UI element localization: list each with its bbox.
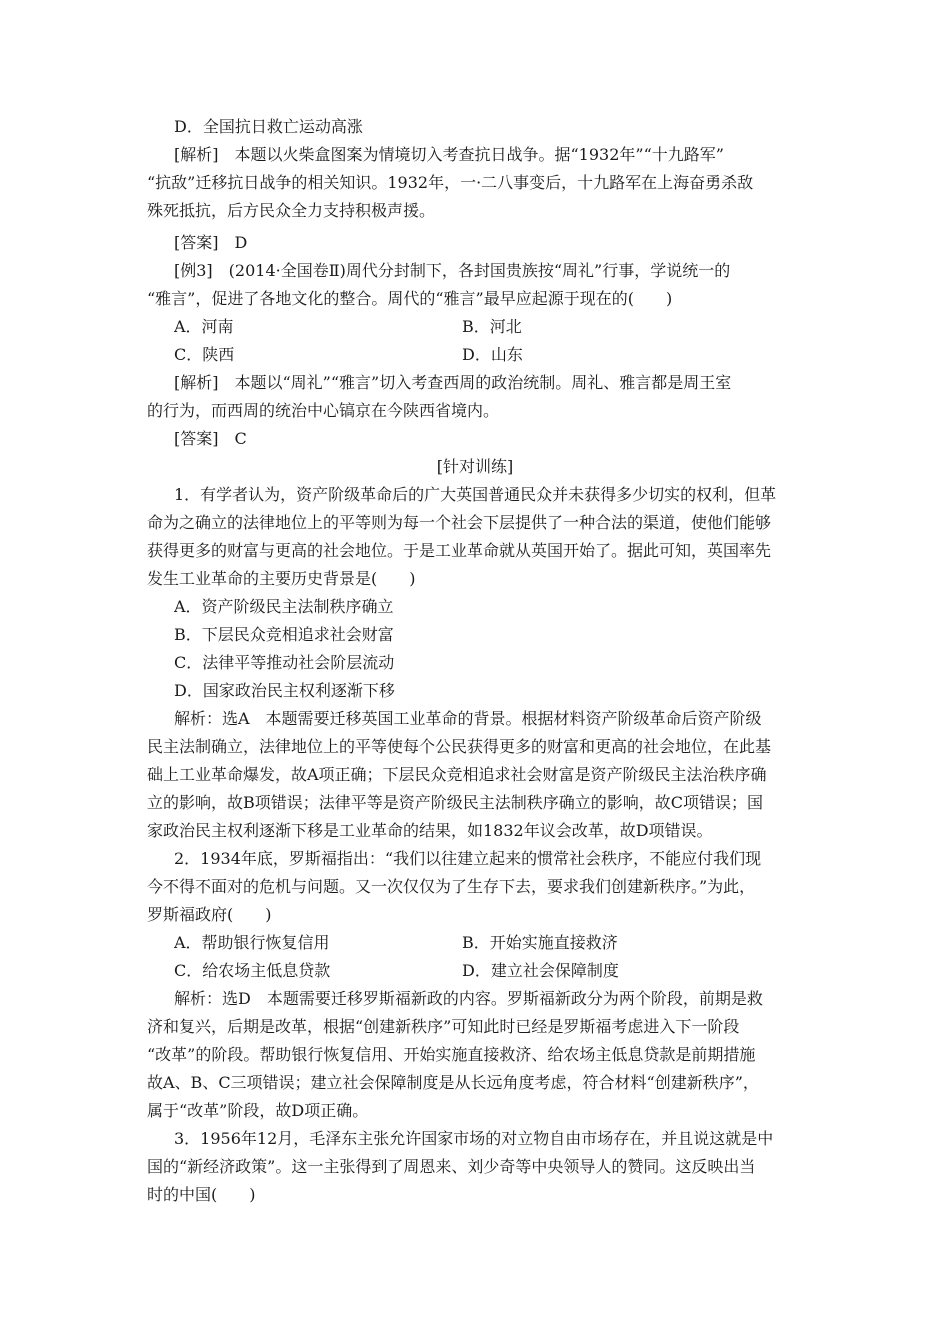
option-c: C．给农场主低息贷款 — [174, 961, 331, 980]
option-b: B．河北 — [462, 317, 522, 336]
text-line: 2．1934年底，罗斯福指出：“我们以往建立起来的惯常社会秩序，不能应付我们现 — [174, 849, 762, 868]
option-d: D．国家政治民主权利逐渐下移 — [174, 681, 395, 700]
option-c: C．陕西 — [174, 345, 235, 364]
text-line: 获得更多的财富与更高的社会地位。于是工业革命就从英国开始了。据此可知，英国率先 — [147, 541, 772, 560]
option-a: A．帮助银行恢复信用 — [174, 933, 330, 952]
option-a: A．资产阶级民主法制秩序确立 — [174, 597, 394, 616]
text-line: “抗敌”迁移抗日战争的相关知识。1932年，一·二八事变后，十九路军在上海奋勇杀敌 — [147, 173, 754, 192]
option-d: D．山东 — [462, 345, 523, 364]
text-line: 殊死抵抗，后方民众全力支持积极声援。 — [147, 201, 436, 220]
option-b: B．开始实施直接救济 — [462, 933, 618, 952]
text-line: 解析：选A 本题需要迁移英国工业革命的背景。根据材料资产阶级革命后资产阶级 — [174, 709, 762, 728]
section-heading: [针对训练] — [436, 457, 514, 476]
text-line: 的行为，而西周的统治中心镐京在今陕西省境内。 — [147, 401, 500, 420]
option-d: D．建立社会保障制度 — [462, 961, 619, 980]
text-line: 属于“改革”阶段，故D项正确。 — [147, 1101, 369, 1120]
text-line: 国的“新经济政策”。这一主张得到了周恩来、刘少奇等中央领导人的赞同。这反映出当 — [147, 1157, 756, 1176]
text-line: 命为之确立的法律地位上的平等则为每一个社会下层提供了一种合法的渠道，使他们能够 — [147, 513, 772, 532]
text-line: “雅言”，促进了各地文化的整合。周代的“雅言”最早应起源于现在的( ) — [147, 289, 673, 308]
text-line: [答案] C — [174, 429, 247, 448]
text-line: 济和复兴，后期是改革，根据“创建新秩序”可知此时已经是罗斯福考虑进入下一阶段 — [147, 1017, 740, 1036]
text-line: “改革”的阶段。帮助银行恢复信用、开始实施直接救济、给农场主低息贷款是前期措施 — [147, 1045, 756, 1064]
text-line: [答案] D — [174, 233, 248, 252]
text-line: 立的影响，故B项错误；法律平等是资产阶级民主法制秩序确立的影响，故C项错误；国 — [147, 793, 764, 812]
text-line: 础上工业革命爆发，故A项正确；下层民众竞相追求社会财富是资产阶级民主法治秩序确 — [147, 765, 767, 784]
text-line: [解析] 本题以“周礼”“雅言”切入考查西周的政治统制。周礼、雅言都是周王室 — [174, 373, 732, 392]
text-line: 3．1956年12月，毛泽东主张允许国家市场的对立物自由市场存在，并且说这就是中 — [174, 1129, 774, 1148]
option-c: C．法律平等推动社会阶层流动 — [174, 653, 395, 672]
option-a: A．河南 — [174, 317, 234, 336]
text-line: 罗斯福政府( ) — [147, 905, 272, 924]
text-line: [例3] (2014·全国卷Ⅱ)周代分封制下，各封国贵族按“周礼”行事，学说统一的 — [174, 261, 731, 280]
text-line: 民主法制确立，法律地位上的平等使每个公民获得更多的财富和更高的社会地位，在此基 — [147, 737, 772, 756]
text-line: 今不得不面对的危机与问题。又一次仅仅为了生存下去，要求我们创建新秩序。”为此， — [147, 877, 756, 896]
text-line: 故A、B、C三项错误；建立社会保障制度是从长远角度考虑，符合材料“创建新秩序”， — [147, 1073, 759, 1092]
text-line: D．全国抗日救亡运动高涨 — [174, 117, 363, 136]
text-line: 1．有学者认为，资产阶级革命后的广大英国普通民众并未获得多少切实的权利，但革 — [174, 485, 777, 504]
option-b: B．下层民众竞相追求社会财富 — [174, 625, 394, 644]
text-line: 解析：选D 本题需要迁移罗斯福新政的内容。罗斯福新政分为两个阶段，前期是救 — [174, 989, 763, 1008]
text-line: [解析] 本题以火柴盒图案为情境切入考查抗日战争。据“1932年”“十九路军” — [174, 145, 724, 164]
text-line: 发生工业革命的主要历史背景是( ) — [147, 569, 416, 588]
text-line: 家政治民主权利逐渐下移是工业革命的结果，如1832年议会改革，故D项错误。 — [147, 821, 713, 840]
text-line: 时的中国( ) — [147, 1185, 256, 1204]
